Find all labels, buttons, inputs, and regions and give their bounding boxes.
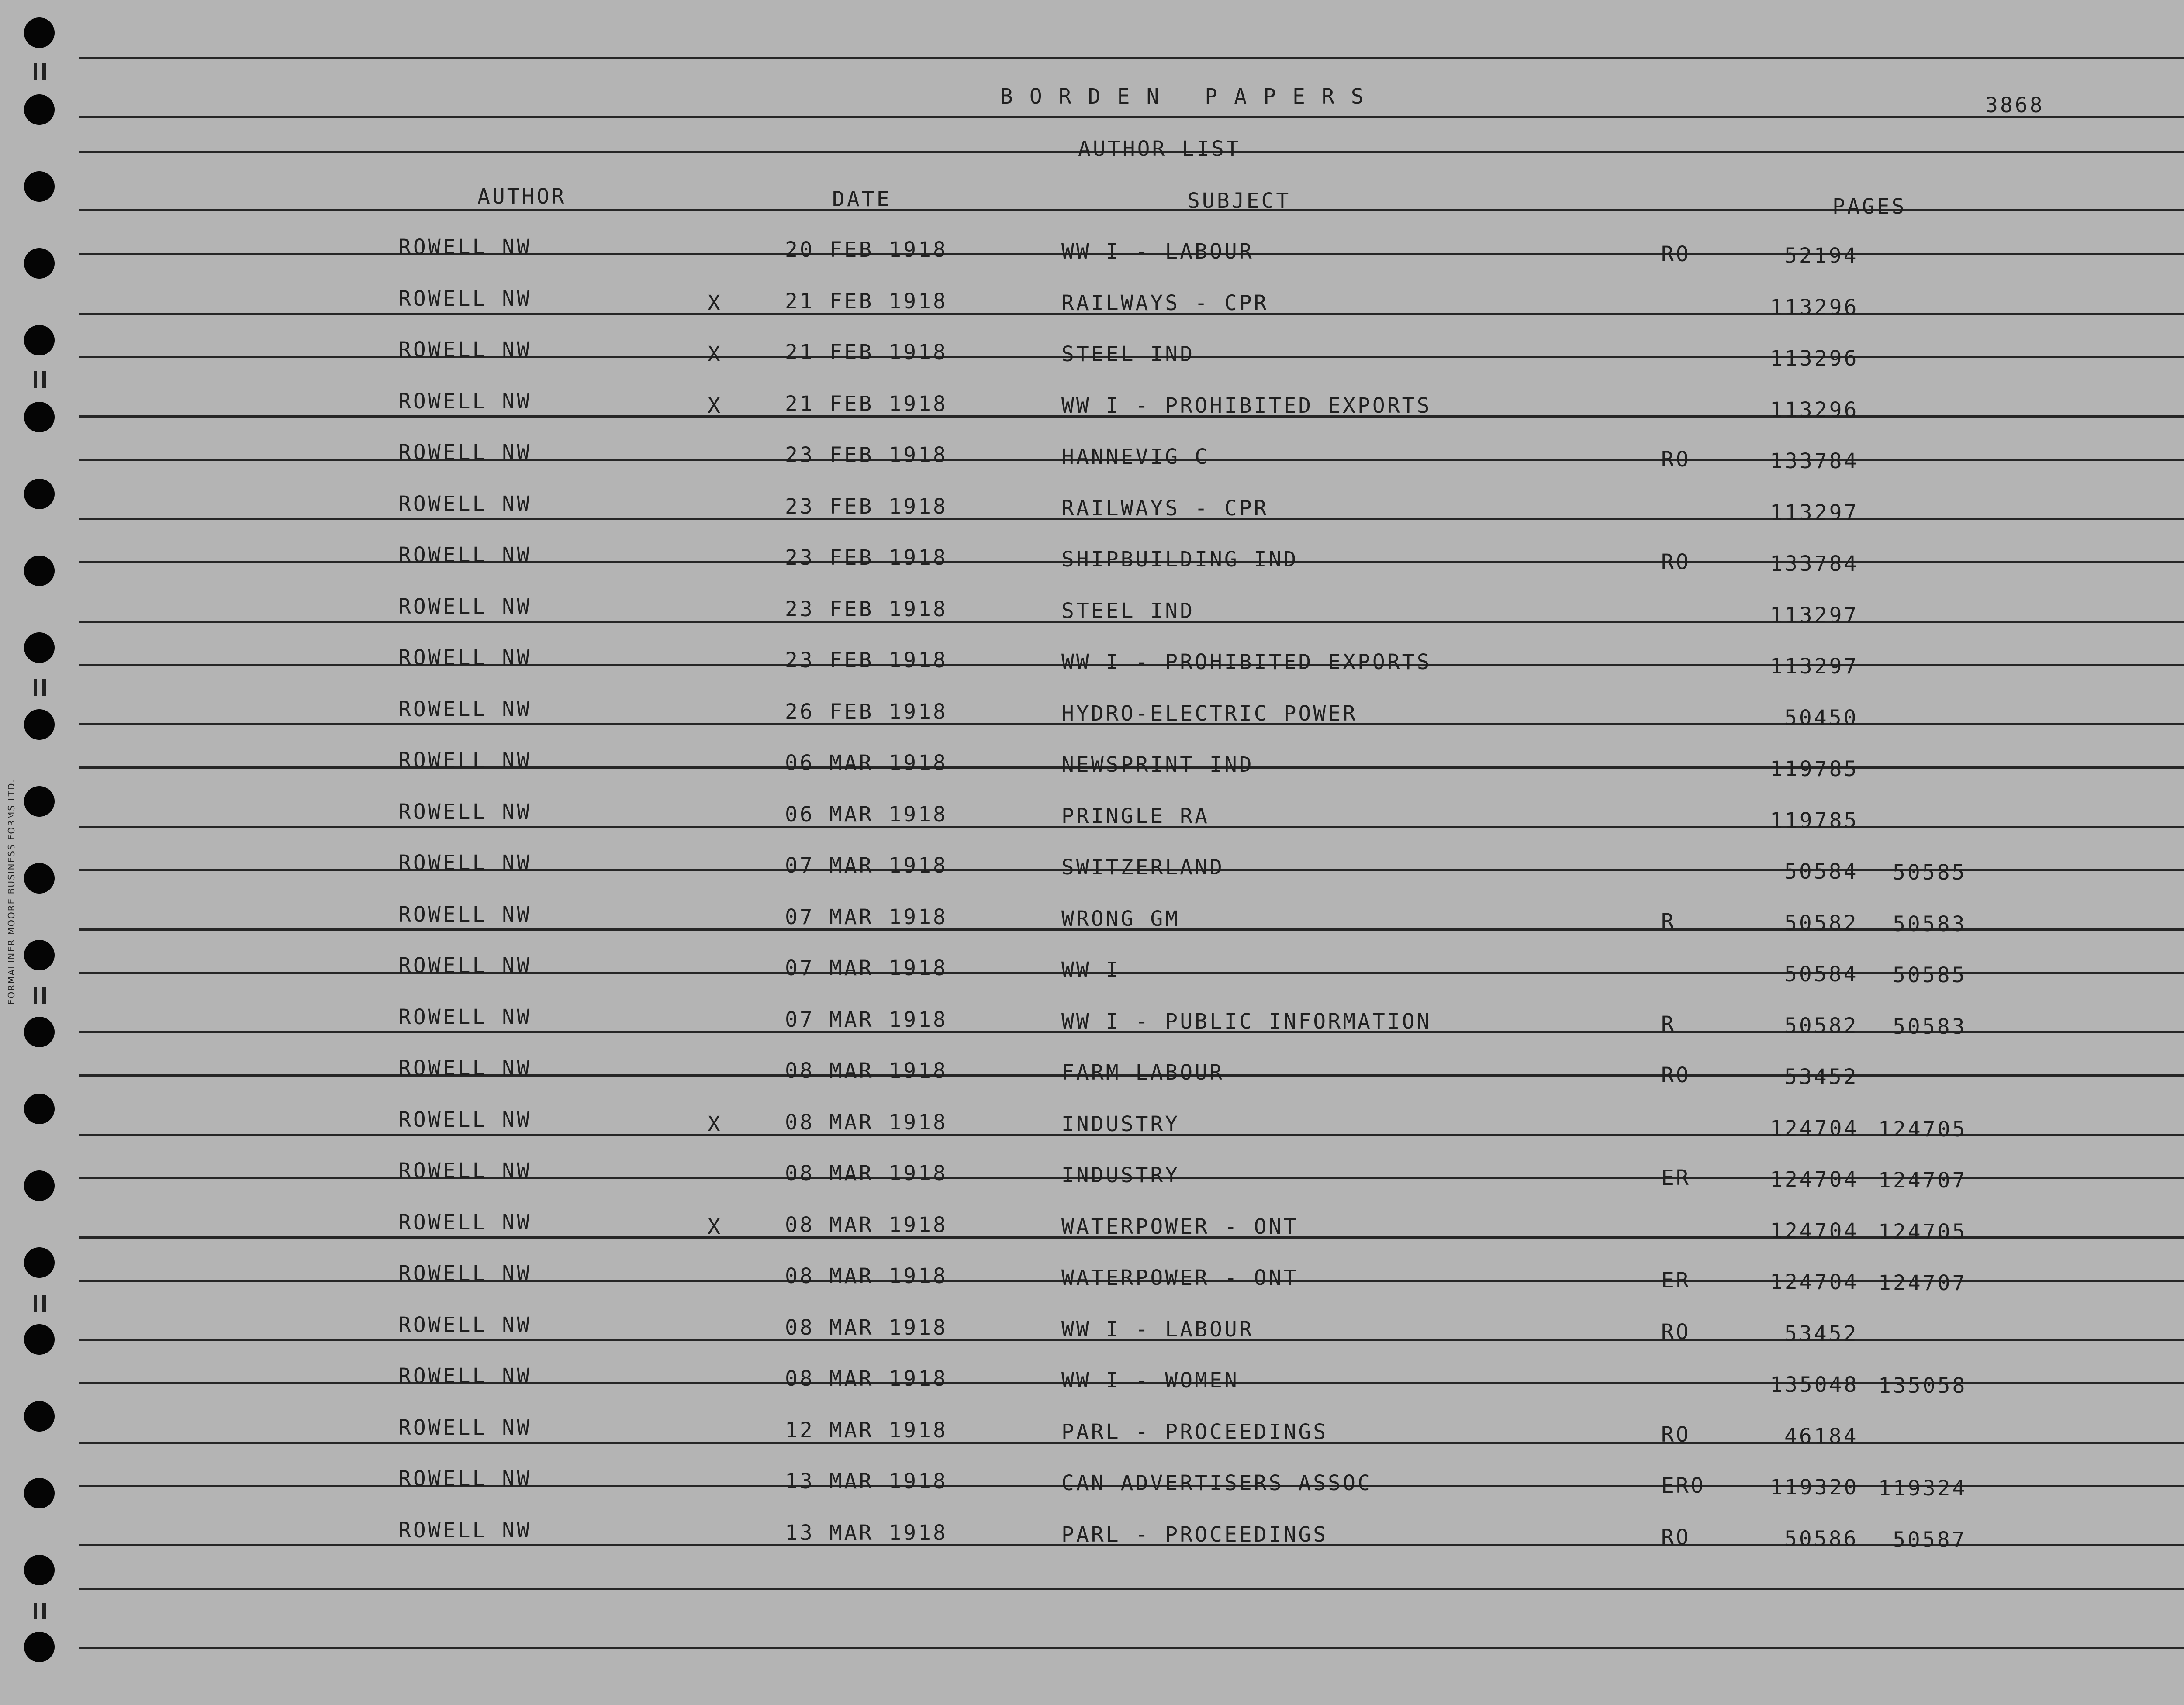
feed-hole xyxy=(24,1247,55,1278)
subject-cell: PARL - PROCEEDINGS xyxy=(1061,1522,1328,1547)
duplicate-mark: X xyxy=(708,1215,722,1239)
pages-start-cell: 50450 xyxy=(1784,706,1859,730)
pages-end-cell: 124705 xyxy=(1878,1220,1967,1244)
report-title: BORDEN PAPERS xyxy=(1000,84,1380,109)
subject-cell: WW I - PROHIBITED EXPORTS xyxy=(1061,393,1432,418)
date-cell: 07 MAR 1918 xyxy=(785,956,948,980)
pages-start-cell: 113296 xyxy=(1770,398,1859,422)
pages-start-cell: 119785 xyxy=(1770,757,1859,781)
subject-cell: RAILWAYS - CPR xyxy=(1061,496,1269,521)
author-cell: ROWELL NW xyxy=(398,389,532,414)
feed-hole xyxy=(24,248,55,279)
author-cell: ROWELL NW xyxy=(398,953,532,978)
code-cell: RO xyxy=(1661,447,1691,472)
code-cell: RO xyxy=(1661,1525,1691,1550)
date-cell: 23 FEB 1918 xyxy=(785,443,948,467)
date-cell: 12 MAR 1918 xyxy=(785,1418,948,1443)
ruled-line xyxy=(79,972,2184,974)
feed-hole xyxy=(24,709,55,740)
date-cell: 08 MAR 1918 xyxy=(785,1110,948,1135)
feed-hole xyxy=(24,402,55,432)
feed-hole xyxy=(24,325,55,355)
pages-start-cell: 113297 xyxy=(1770,654,1859,679)
code-cell: RO xyxy=(1661,1063,1691,1087)
date-cell: 08 MAR 1918 xyxy=(785,1059,948,1083)
subject-cell: NEWSPRINT IND xyxy=(1061,752,1254,777)
date-cell: 23 FEB 1918 xyxy=(785,597,948,621)
pages-start-cell: 119320 xyxy=(1770,1475,1859,1500)
code-cell: ER xyxy=(1661,1268,1691,1293)
code-cell: RO xyxy=(1661,1422,1691,1447)
pages-start-cell: 50582 xyxy=(1784,1014,1859,1038)
subject-cell: WW I - PROHIBITED EXPORTS xyxy=(1061,650,1432,674)
code-cell: R xyxy=(1661,1012,1676,1036)
author-cell: ROWELL NW xyxy=(398,1056,532,1080)
author-cell: ROWELL NW xyxy=(398,645,532,670)
pages-start-cell: 113297 xyxy=(1770,500,1859,525)
date-cell: 08 MAR 1918 xyxy=(785,1264,948,1288)
author-cell: ROWELL NW xyxy=(398,902,532,927)
feed-hole xyxy=(24,1017,55,1047)
date-cell: 08 MAR 1918 xyxy=(785,1161,948,1186)
code-cell: ER xyxy=(1661,1166,1691,1190)
feed-hole xyxy=(24,940,55,970)
pages-start-cell: 52194 xyxy=(1784,244,1859,268)
subject-cell: STEEL IND xyxy=(1061,342,1195,366)
author-cell: ROWELL NW xyxy=(398,1108,532,1132)
date-cell: 07 MAR 1918 xyxy=(785,905,948,929)
form-imprint: FORMALINER MOORE BUSINESS FORMS LTD. xyxy=(6,779,17,1004)
pages-end-cell: 50585 xyxy=(1893,860,1967,885)
date-cell: 13 MAR 1918 xyxy=(785,1521,948,1545)
pages-start-cell: 124704 xyxy=(1770,1116,1859,1141)
subject-cell: PARL - PROCEEDINGS xyxy=(1061,1420,1328,1444)
date-cell: 20 FEB 1918 xyxy=(785,238,948,262)
ruled-line xyxy=(79,116,2184,118)
pages-start-cell: 53452 xyxy=(1784,1322,1859,1346)
date-cell: 08 MAR 1918 xyxy=(785,1213,948,1237)
subject-cell: CAN ADVERTISERS ASSOC xyxy=(1061,1471,1372,1495)
pages-end-cell: 50585 xyxy=(1893,963,1967,987)
author-cell: ROWELL NW xyxy=(398,286,532,311)
subject-cell: WW I xyxy=(1061,958,1121,982)
pages-start-cell: 124704 xyxy=(1770,1270,1859,1294)
code-cell: RO xyxy=(1661,1320,1691,1344)
feed-hole xyxy=(24,1094,55,1124)
duplicate-mark: X xyxy=(708,291,722,315)
feed-hole xyxy=(24,556,55,586)
pages-start-cell: 124704 xyxy=(1770,1219,1859,1243)
column-header-subject: SUBJECT xyxy=(1187,189,1291,213)
pages-start-cell: 53452 xyxy=(1784,1065,1859,1089)
author-cell: ROWELL NW xyxy=(398,851,532,875)
date-cell: 13 MAR 1918 xyxy=(785,1469,948,1494)
feed-hole xyxy=(24,1632,55,1662)
pages-start-cell: 135048 xyxy=(1770,1373,1859,1397)
subject-cell: SWITZERLAND xyxy=(1061,855,1224,880)
subject-cell: INDUSTRY xyxy=(1061,1112,1180,1136)
pages-end-cell: 119324 xyxy=(1878,1476,1967,1501)
subject-cell: HANNEVIG C xyxy=(1061,445,1209,469)
pages-start-cell: 50584 xyxy=(1784,962,1859,987)
pages-start-cell: 46184 xyxy=(1784,1424,1859,1449)
subject-cell: INDUSTRY xyxy=(1061,1163,1180,1187)
date-cell: 07 MAR 1918 xyxy=(785,1008,948,1032)
perforation-mark xyxy=(34,371,46,388)
subject-cell: HYDRO-ELECTRIC POWER xyxy=(1061,701,1358,726)
subject-cell: PRINGLE RA xyxy=(1061,804,1209,828)
pages-end-cell: 124705 xyxy=(1878,1117,1967,1142)
subject-cell: WW I - LABOUR xyxy=(1061,239,1254,264)
subject-cell: SHIPBUILDING IND xyxy=(1061,547,1299,572)
subject-cell: RAILWAYS - CPR xyxy=(1061,291,1269,315)
author-cell: ROWELL NW xyxy=(398,1159,532,1183)
author-cell: ROWELL NW xyxy=(398,1467,532,1491)
code-cell: RO xyxy=(1661,242,1691,266)
feed-hole xyxy=(24,632,55,663)
author-cell: ROWELL NW xyxy=(398,1415,532,1440)
feed-hole xyxy=(24,863,55,894)
date-cell: 26 FEB 1918 xyxy=(785,700,948,724)
date-cell: 23 FEB 1918 xyxy=(785,494,948,519)
pages-start-cell: 133784 xyxy=(1770,552,1859,576)
pages-start-cell: 133784 xyxy=(1770,449,1859,473)
feed-hole xyxy=(24,17,55,48)
date-cell: 21 FEB 1918 xyxy=(785,289,948,314)
pages-start-cell: 50586 xyxy=(1784,1527,1859,1551)
subject-cell: FARM LABOUR xyxy=(1061,1060,1224,1085)
pages-end-cell: 50587 xyxy=(1893,1528,1967,1552)
duplicate-mark: X xyxy=(708,342,722,366)
pages-start-cell: 113296 xyxy=(1770,295,1859,320)
column-header-pages: PAGES xyxy=(1832,194,1907,219)
pages-start-cell: 124704 xyxy=(1770,1167,1859,1192)
author-cell: ROWELL NW xyxy=(398,440,532,465)
perforation-mark xyxy=(34,1603,46,1619)
date-cell: 08 MAR 1918 xyxy=(785,1367,948,1391)
subject-cell: WRONG GM xyxy=(1061,907,1180,931)
author-cell: ROWELL NW xyxy=(398,338,532,362)
column-header-date: DATE xyxy=(832,187,892,211)
duplicate-mark: X xyxy=(708,1112,722,1136)
pages-start-cell: 50584 xyxy=(1784,859,1859,884)
pages-start-cell: 113296 xyxy=(1770,346,1859,371)
author-cell: ROWELL NW xyxy=(398,748,532,773)
date-cell: 08 MAR 1918 xyxy=(785,1315,948,1340)
subject-cell: STEEL IND xyxy=(1061,599,1195,623)
left-tractor-feed-strip xyxy=(24,0,59,1705)
perforation-mark xyxy=(34,63,46,80)
date-cell: 06 MAR 1918 xyxy=(785,751,948,775)
subject-cell: WW I - PUBLIC INFORMATION xyxy=(1061,1009,1432,1034)
author-cell: ROWELL NW xyxy=(398,594,532,619)
subject-cell: WW I - WOMEN xyxy=(1061,1368,1239,1393)
author-cell: ROWELL NW xyxy=(398,800,532,824)
feed-hole xyxy=(24,171,55,202)
date-cell: 23 FEB 1918 xyxy=(785,545,948,570)
pages-end-cell: 50583 xyxy=(1893,1015,1967,1039)
author-cell: ROWELL NW xyxy=(398,492,532,516)
pages-end-cell: 135058 xyxy=(1878,1374,1967,1398)
author-cell: ROWELL NW xyxy=(398,1364,532,1388)
pages-end-cell: 124707 xyxy=(1878,1168,1967,1193)
date-cell: 21 FEB 1918 xyxy=(785,392,948,416)
ruled-line xyxy=(79,57,2184,59)
perforation-mark xyxy=(34,1295,46,1312)
column-header-author: AUTHOR xyxy=(477,184,567,209)
feed-hole xyxy=(24,786,55,817)
pages-start-cell: 119785 xyxy=(1770,808,1859,833)
author-cell: ROWELL NW xyxy=(398,1313,532,1337)
author-cell: ROWELL NW xyxy=(398,1005,532,1029)
duplicate-mark: X xyxy=(708,393,722,418)
date-cell: 06 MAR 1918 xyxy=(785,802,948,827)
ruled-line xyxy=(79,1588,2184,1590)
subject-cell: WATERPOWER - ONT xyxy=(1061,1215,1299,1239)
author-cell: ROWELL NW xyxy=(398,235,532,259)
code-cell: R xyxy=(1661,909,1676,934)
pages-start-cell: 50582 xyxy=(1784,911,1859,935)
author-cell: ROWELL NW xyxy=(398,697,532,721)
code-cell: ERO xyxy=(1661,1474,1706,1498)
pages-end-cell: 124707 xyxy=(1878,1271,1967,1295)
author-cell: ROWELL NW xyxy=(398,1261,532,1286)
feed-hole xyxy=(24,1401,55,1432)
perforation-mark xyxy=(34,679,46,696)
page-number: 3868 xyxy=(1985,93,2045,117)
author-cell: ROWELL NW xyxy=(398,543,532,567)
date-cell: 07 MAR 1918 xyxy=(785,853,948,878)
date-cell: 21 FEB 1918 xyxy=(785,340,948,365)
feed-hole xyxy=(24,1170,55,1201)
subject-cell: WW I - LABOUR xyxy=(1061,1317,1254,1342)
ruled-line xyxy=(79,1647,2184,1649)
feed-hole xyxy=(24,1555,55,1585)
author-cell: ROWELL NW xyxy=(398,1210,532,1235)
author-cell: ROWELL NW xyxy=(398,1518,532,1543)
feed-hole xyxy=(24,94,55,125)
code-cell: RO xyxy=(1661,550,1691,574)
feed-hole xyxy=(24,1478,55,1508)
feed-hole xyxy=(24,479,55,509)
perforation-mark xyxy=(34,987,46,1004)
report-subtitle: AUTHOR LIST xyxy=(1078,137,1241,161)
feed-hole xyxy=(24,1324,55,1355)
pages-end-cell: 50583 xyxy=(1893,912,1967,936)
date-cell: 23 FEB 1918 xyxy=(785,648,948,673)
pages-start-cell: 113297 xyxy=(1770,603,1859,628)
subject-cell: WATERPOWER - ONT xyxy=(1061,1266,1299,1290)
